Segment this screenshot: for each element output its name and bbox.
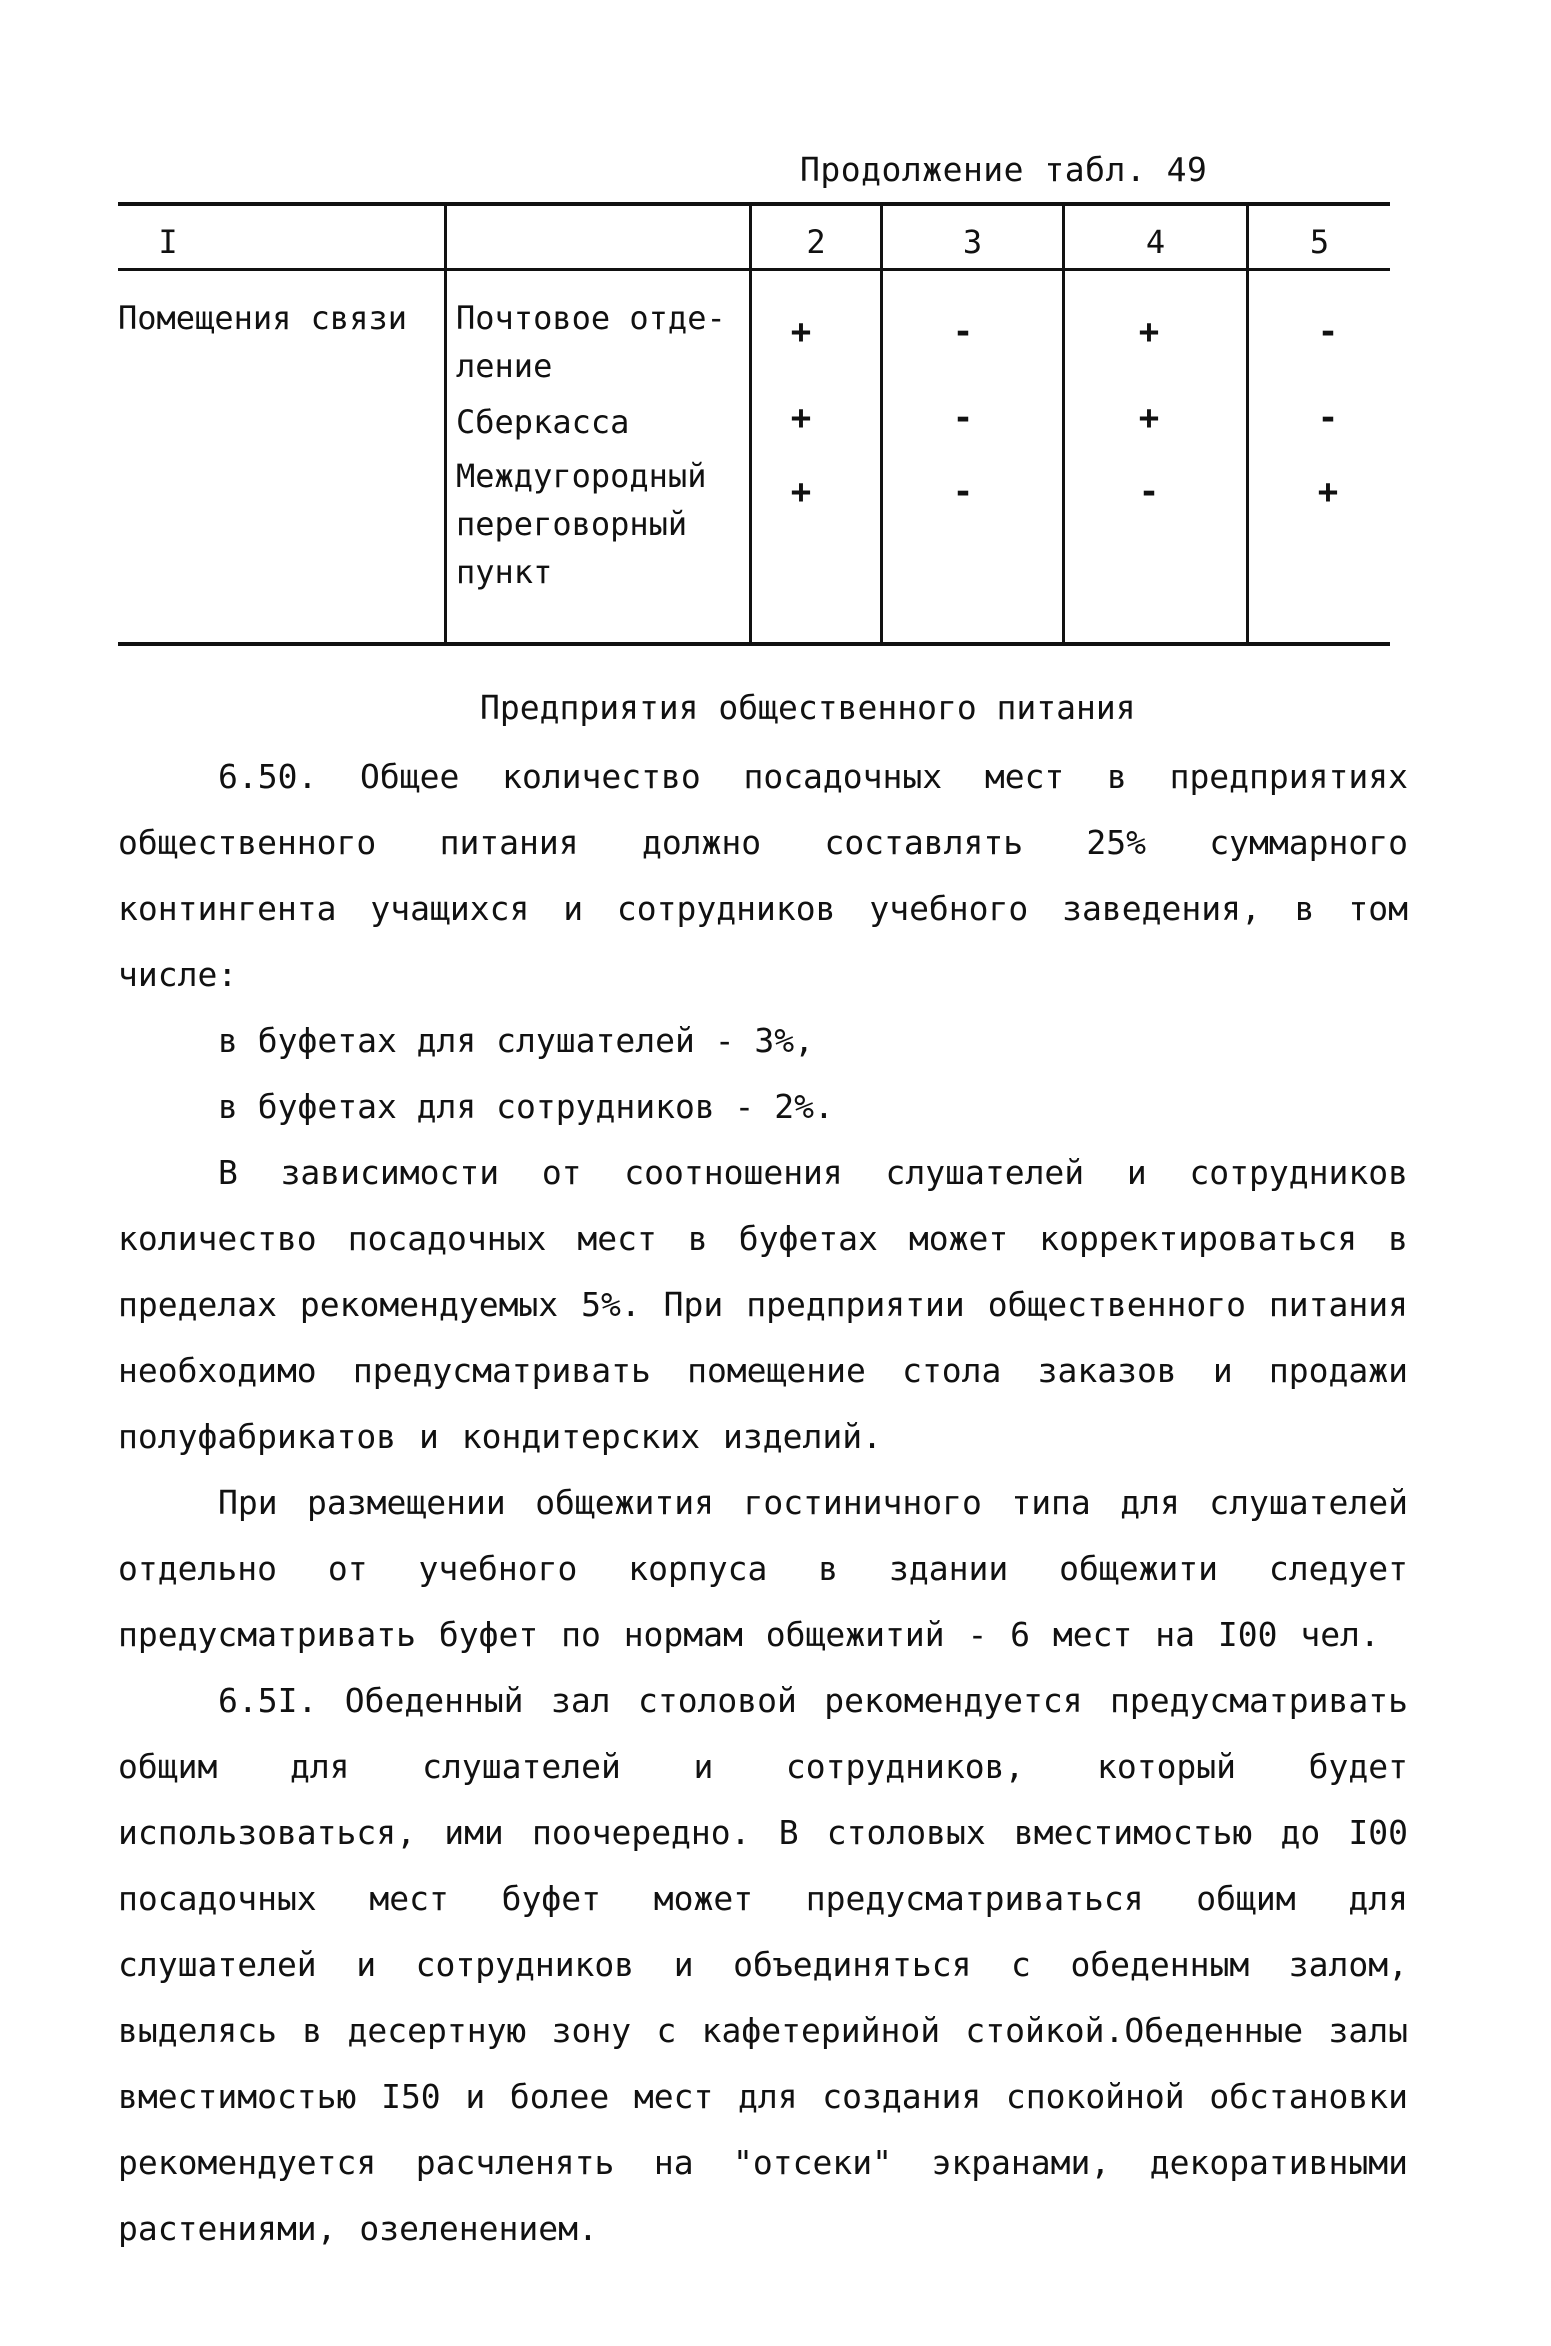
table-cell-mark: - [952,312,974,352]
table-group-label: Помещения связи [118,299,407,337]
paragraph-6-50: 6.50. Общее количество посадочных мест в предприятиях общественного питания должно составлять 25% суммарного контингента учащихся и сотрудников учебного заведения, в том числе: [118,757,1408,994]
list-item: в буфетах для сотрудников - 2%. [218,1087,834,1126]
paragraph: В зависимости от соотношения слушателей и сотрудников количество посадочных мест в буфетах может корректироваться в пределах рекомендуемых 5%. При предприятии общественного питания необходимо предусматривать помещение стола заказов и продажи полуфабрикатов и кондитерских изделий. [118,1153,1408,1456]
table-row-name-line: Почтовое отде- [456,299,726,337]
table-cell-mark: - [1317,312,1339,352]
table-cell-mark: - [952,472,974,512]
table-cell-mark: - [1317,398,1339,438]
table-cell-mark: + [790,398,812,438]
table-col-divider [444,202,447,642]
table-row-name-line: Междугородный [456,457,707,495]
table-caption: Продолжение табл. 49 [800,150,1208,189]
table-header-col3: 2 [806,223,826,261]
table-header-col5: 4 [1145,223,1166,261]
table-top-rule [118,202,1390,206]
table-header-col4: 3 [962,223,983,261]
table-cell-mark: + [1317,472,1339,512]
table-header-col1: I [158,223,178,261]
section-title: Предприятия общественного питания [480,688,1136,727]
table-row-name-line: Сберкасса [456,403,630,441]
table-cell-mark: + [790,312,812,352]
table-row-name-line: переговорный [456,505,688,543]
table-col-divider [1246,202,1249,642]
table-header-col6: 5 [1309,223,1330,261]
paragraph: При размещении общежития гостиничного типа для слушателей отдельно от учебного корпуса в здании общежити следует предусматривать буфет по нормам общежитий - 6 мест на I00 чел. [118,1483,1408,1654]
table-header-rule [118,268,1390,271]
list-item: в буфетах для слушателей - 3%, [218,1021,815,1060]
table-cell-mark: + [1138,312,1160,352]
table-col-divider [1062,202,1065,642]
body-text [118,744,1408,2262]
table-row-name-line: пункт [456,553,553,591]
table-cell-mark: + [1138,398,1160,438]
table-cell-mark: - [952,398,974,438]
table-col-divider [749,202,752,642]
table-bottom-rule [118,642,1390,646]
paragraph-6-51: 6.5I. Обеденный зал столовой рекомендуется предусматривать общим для слушателей и сотрудников, который будет использоваться, ими поочередно. В столовых вместимостью до I00 посадочных мест буфет может предусматриваться общим для слушателей и сотрудников и объединяться с обеденным залом, выделясь в десертную зону с кафетерийной стойкой.Обеденные залы вместимостью I50 и более мест для создания спокойной обстановки рекомендуется расчленять на "отсеки" экранами, декоративными растениями, озеленением. [118,1681,1408,2248]
table-row-name-line: ление [456,347,553,385]
table-cell-mark: - [1138,472,1160,512]
continuation-table [118,202,1390,648]
table-cell-mark: + [790,472,812,512]
table-col-divider [880,202,883,642]
